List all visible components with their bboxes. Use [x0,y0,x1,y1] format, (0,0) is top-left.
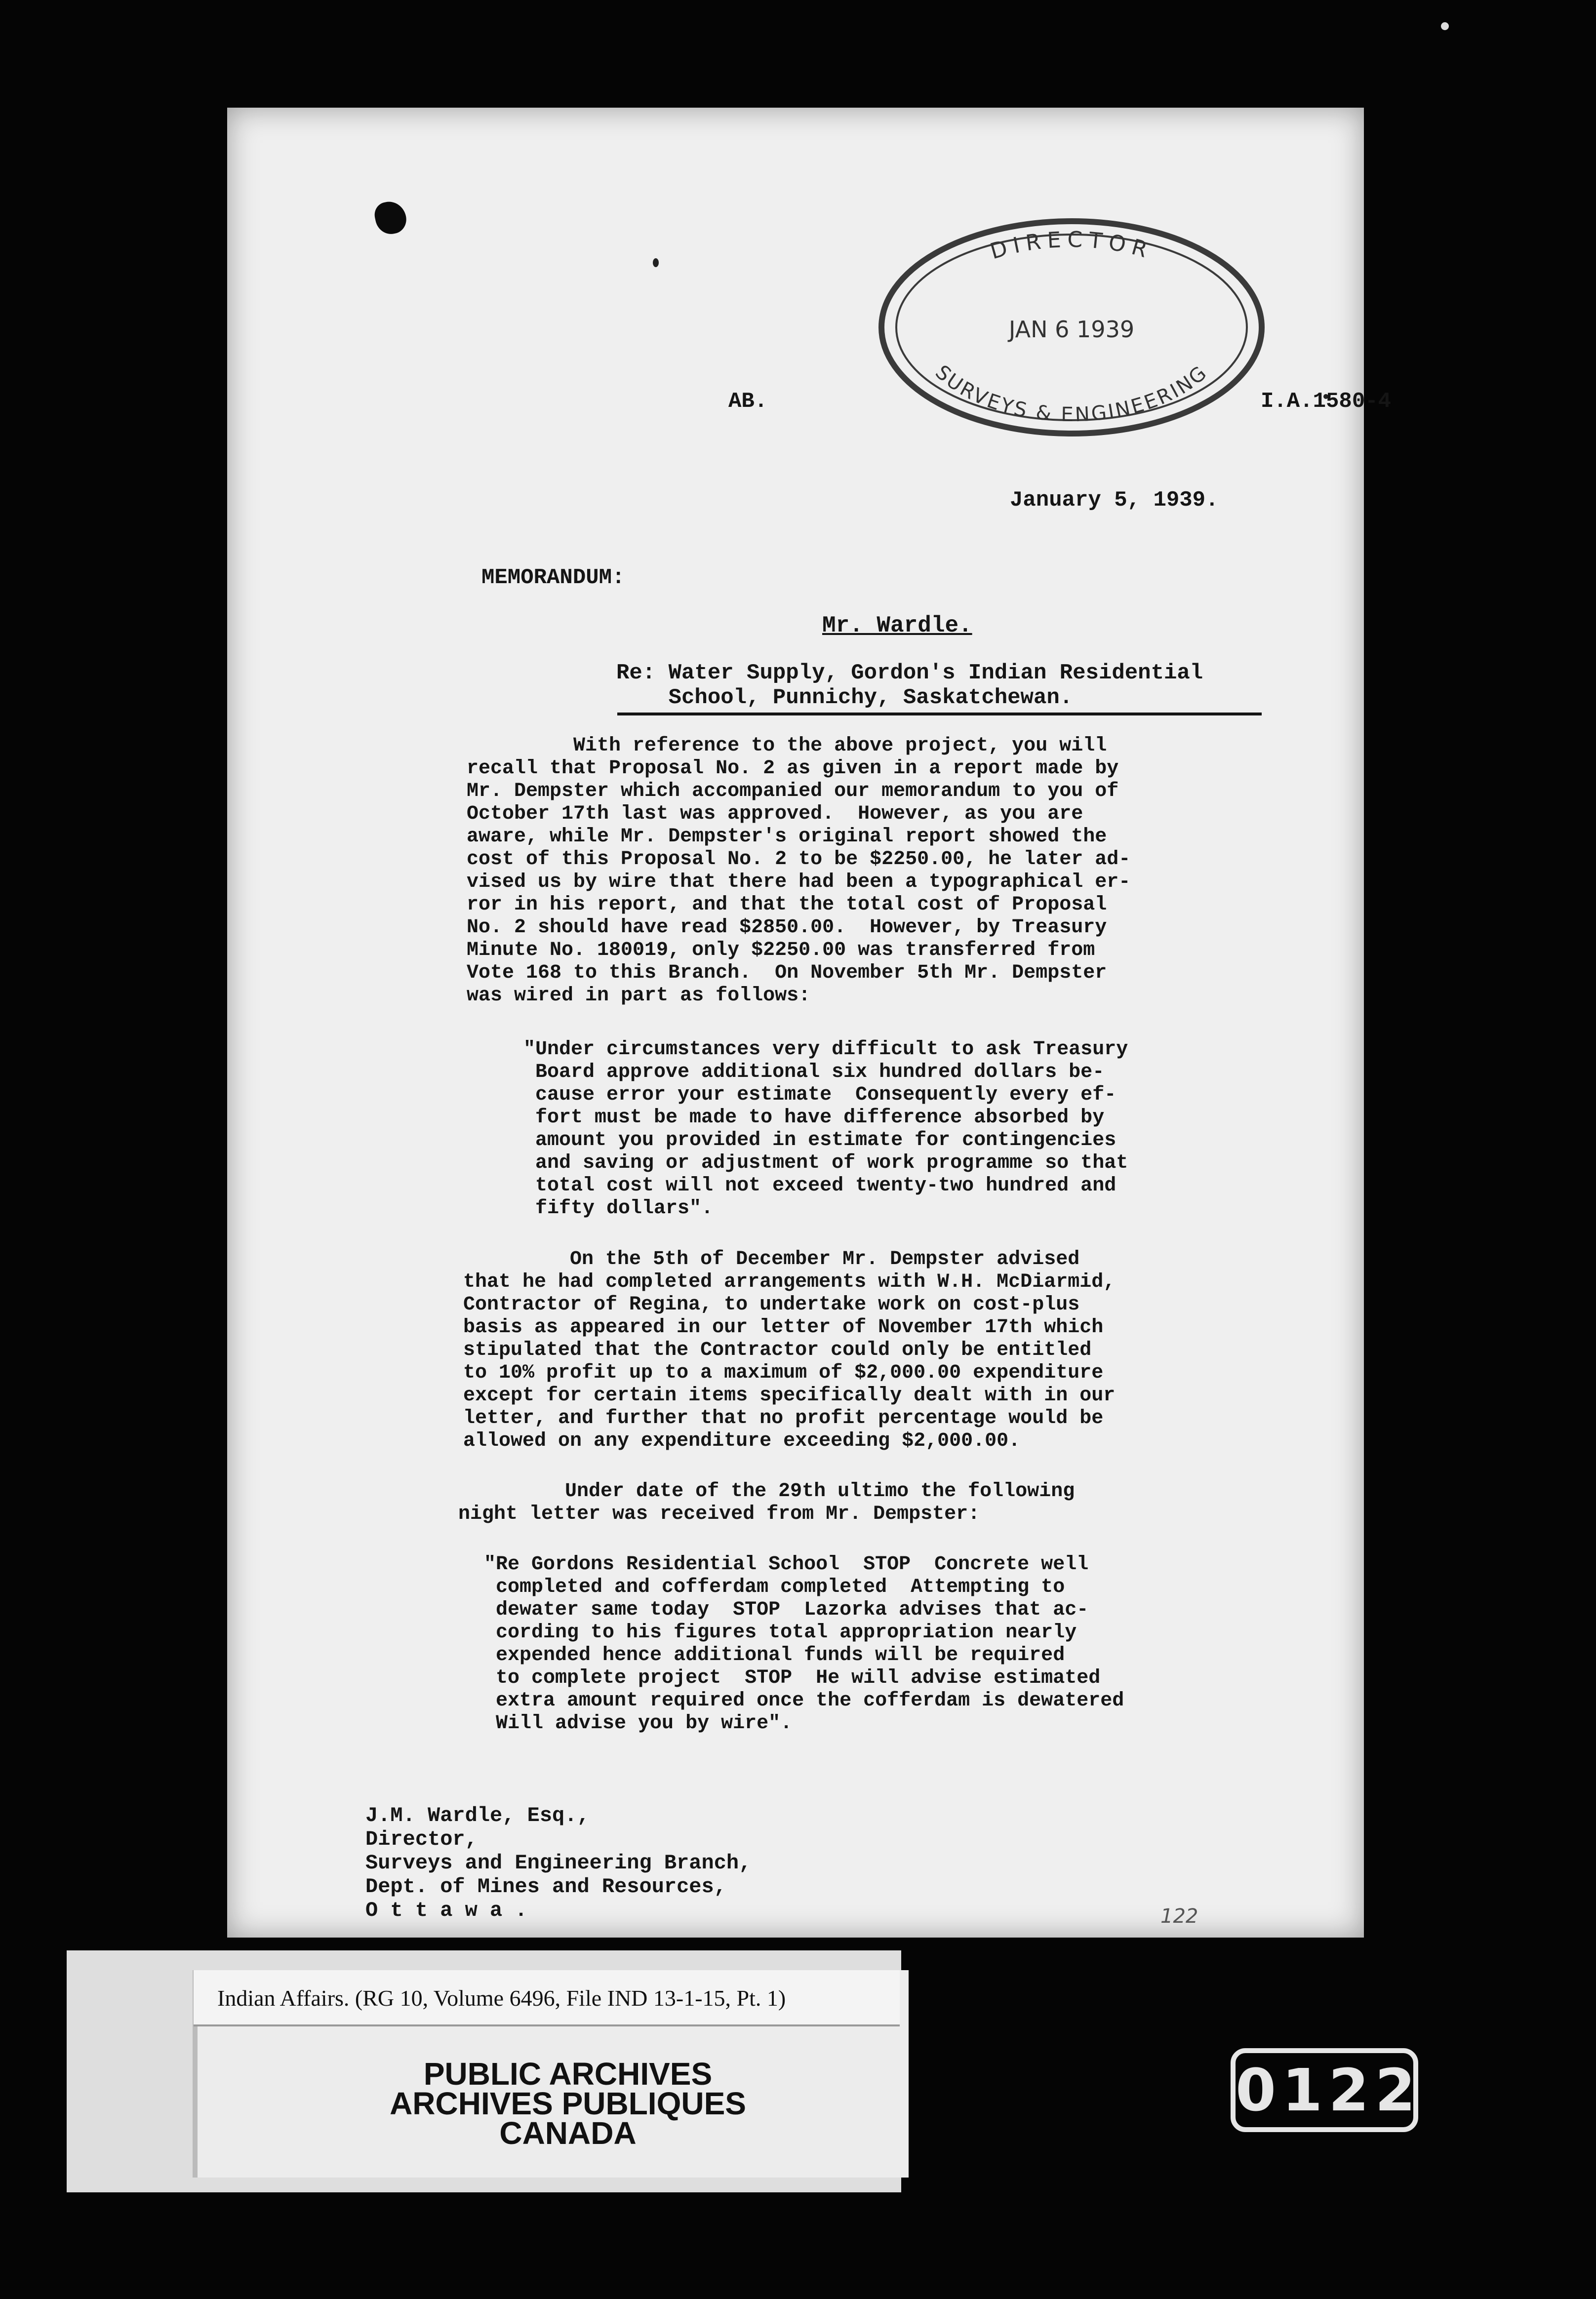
quoted-wire-1: "Under circumstances very difficult to ask Treasury Board approve additional six hundred dollars be- cause error your estimate Consequently every ef- fort must be made to have difference absorbed by amount you provided in estimate for contingencies and saving or adjustment of work programme so that total cost will not exceed twenty-two hundred and fifty dollars". [523,1038,1128,1220]
quoted-night-letter: "Re Gordons Residential School STOP Concrete well completed and cofferdam completed Attempting to dewater same today STOP Lazorka advises that ac- cording to his figures total appropriation nearly expended hence additional funds will be required to complete project STOP He will advise estimated extra amount required once the cofferdam is dewatered Will advise you by wire". [484,1553,1124,1735]
stamp-date: JAN 6 1939 [1008,316,1135,343]
archive-citation: Indian Affairs. (RG 10, Volume 6496, File IND 13-1-15, Pt. 1) [217,1985,786,2011]
stamp-top-text: DIRECTOR [987,227,1156,265]
file-reference-left: AB. [728,389,768,414]
stamp-bottom-text: SURVEYS & ENGINEERING [931,360,1213,427]
paragraph-2: On the 5th of December Mr. Dempster advised that he had completed arrangements with W.H. McDiarmid, Contractor of Regina, to undertake work on cost-plus basis as appeared in our letter of November 17th which stipulated that the Contractor could only be entitled to 10% profit up to a maximum of $2,000.00 expenditure except for certain items specifically dealt with in our letter, and further that no profit percentage would be allowed on any expenditure exceeding $2,000.00. [463,1248,1116,1452]
archives-line-1: PUBLIC ARCHIVES [423,2056,713,2092]
memo-recipient: Mr. Wardle. [822,613,972,638]
memo-date: January 5, 1939. [1010,488,1219,513]
memo-subject: Re: Water Supply, Gordon's Indian Residential School, Punnichy, Saskatchewan. [616,661,1203,710]
director-received-stamp [854,204,1289,451]
svg-text:DIRECTOR [988,227,1156,265]
recipient-address: J.M. Wardle, Esq., Director, Surveys and Engineering Branch, Dept. of Mines and Resources, O t t a w a . [365,1804,752,1922]
handwritten-page-number: 122 [1160,1905,1198,1928]
paragraph-3: Under date of the 29th ultimo the following night letter was received from Mr. Dempster: [458,1480,1075,1525]
memorandum-label: MEMORANDUM: [481,565,625,590]
file-reference-right: I.A.1580-4 [1261,389,1392,414]
punch-hole [372,198,409,237]
frame-number: 0122 [1231,2048,1418,2132]
archives-line-3: CANADA [499,2115,637,2151]
archives-line-2: ARCHIVES PUBLIQUES [390,2086,746,2121]
ink-speck [653,258,659,267]
subject-underline [617,713,1262,715]
paragraph-1: With reference to the above project, you will recall that Proposal No. 2 as given in a report made by Mr. Dempster which accompanied our memorandum to you of October 17th last was approved. However, as you are aware, while Mr. Dempster's original report showed the cost of this Proposal No. 2 to be $2250.00, he later ad- vised us by wire that there had been a typographical er- ror in his report, and that the total cost of Proposal No. 2 should have read $2850.00. However, by Treasury Minute No. 180019, only $2250.00 was transferred from Vote 168 to this Branch. On November 5th Mr. Dempster was wired in part as follows: [467,735,1131,1007]
memorandum-page [227,108,1392,1938]
film-speck [1441,22,1449,30]
archives-name [346,2056,790,2151]
